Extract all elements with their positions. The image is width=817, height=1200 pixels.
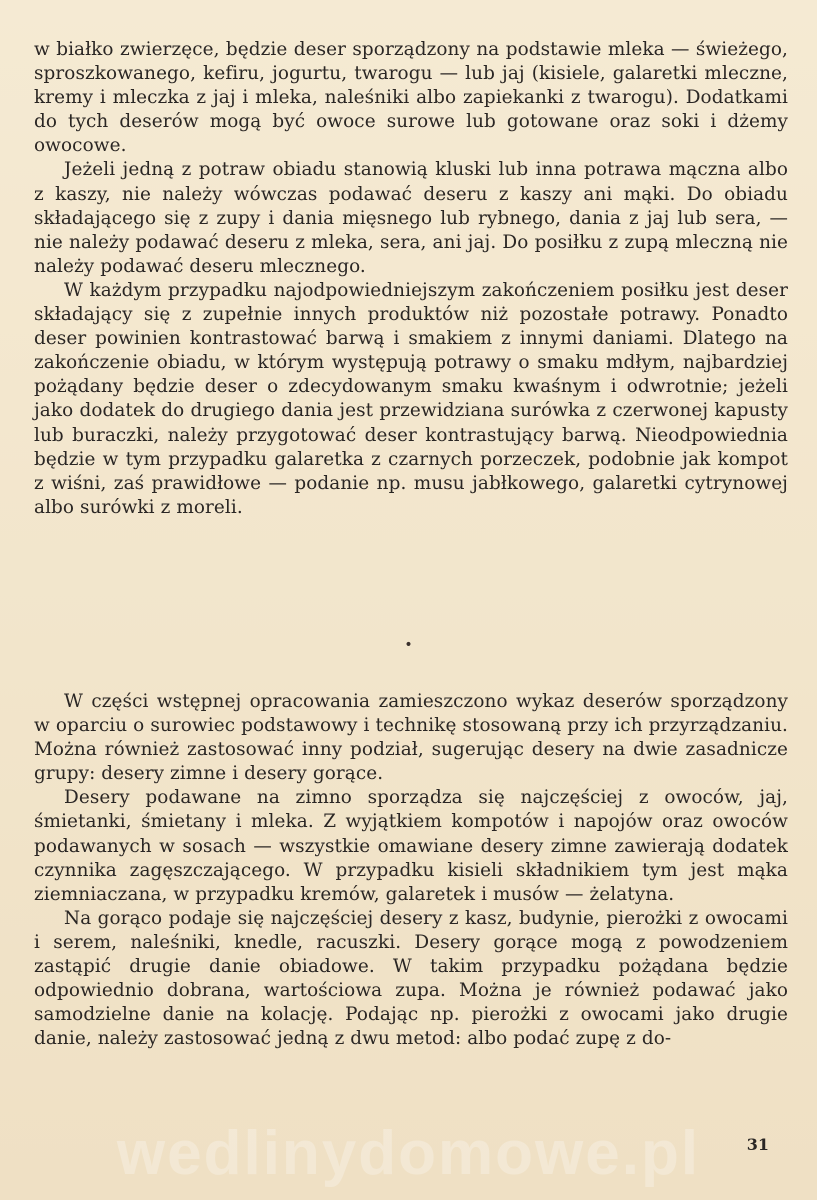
section-separator: • — [404, 637, 413, 653]
page-number: 31 — [746, 1135, 769, 1154]
paragraph: Jeżeli jedną z potraw obiadu stanowią kluski lub inna potrawa mączna albo z kaszy, nie należy wówczas podawać deseru z kaszy ani mąki. Do obiadu składającego się z zupy i dania mięsnego lub rybnego, dania z jaj lub sera, — nie należy podawać deseru z mleka, sera, ani jaj. Do posiłku z zupą mleczną nie należy podawać deseru mlecznego. — [34, 159, 788, 277]
paragraph: W każdym przypadku najodpowiedniejszym zakończeniem posiłku jest deser składający się z zupełnie innych produktów niż pozostałe potrawy. Ponadto deser powinien kontrastować barwą i smakiem z innymi daniami. Dlatego na zakończenie obiadu, w którym występują potrawy o smaku mdłym, najbardziej pożądany będzie deser o zdecydowanym smaku kwaśnym i odwrotnie; jeżeli jako dodatek do drugiego dania jest przewidziana surówka z czerwonej kapusty lub buraczki, należy przygotować deser kontrastujący barwą. Nieodpowiednia będzie w tym przypadku galaretka z czarnych porzeczek, podobnie jak kompot z wiśni, zaś prawidłowe — podanie np. musu jabłkowego, galaretki cytrynowej albo surówki z moreli. — [34, 279, 788, 518]
paragraph: w białko zwierzęce, będzie deser sporządzony na podstawie mleka — świeżego, sproszkowanego, kefiru, jogurtu, twarogu — lub jaj (kisiele, galaretki mleczne, kremy i mleczka z jaj i mleka, naleśniki albo zapiekanki z twarogu). Dodatkami do tych deserów mogą być owoce surowe lub gotowane oraz soki i dżemy owocowe. — [34, 39, 788, 157]
paragraph: Na gorąco podaje się najczęściej desery z kasz, budynie, pierożki z owocami i serem, naleśniki, knedle, racuszki. Desery gorące mogą z powodzeniem zastąpić drugie danie obiadowe. W takim przypadku pożądana będzie odpowiednio dobrana, wartościowa zupa. Można je również podawać jako samodzielne danie na kolację. Podając np. pierożki z owocami jako drugie danie, należy zastosować jedną z dwu metod: albo podać zupę z do- — [34, 907, 788, 1050]
text-section-bottom — [34, 690, 788, 1051]
paragraph: W części wstępnej opracowania zamieszczono wykaz deserów sporządzony w oparciu o surowiec podstawowy i technikę stosowaną przy ich przyrządzaniu. Można również zastosować inny podział, sugerując desery na dwie zasadnicze grupy: desery zimne i desery gorące. — [34, 691, 788, 785]
watermark: wedlinydomowe.pl — [116, 1119, 701, 1188]
paragraph: Desery podawane na zimno sporządza się najczęściej z owoców, jaj, śmietanki, śmietany i mleka. Z wyjątkiem kompotów i napojów oraz owoców podawanych w sosach — wszystkie omawiane desery zimne zawierają dodatek czynnika zagęszczającego. W przypadku kisieli składnikiem tym jest mąka ziemniaczana, w przypadku kremów, galaretek i musów — żelatyna. — [34, 787, 788, 905]
text-section-top — [34, 38, 788, 520]
